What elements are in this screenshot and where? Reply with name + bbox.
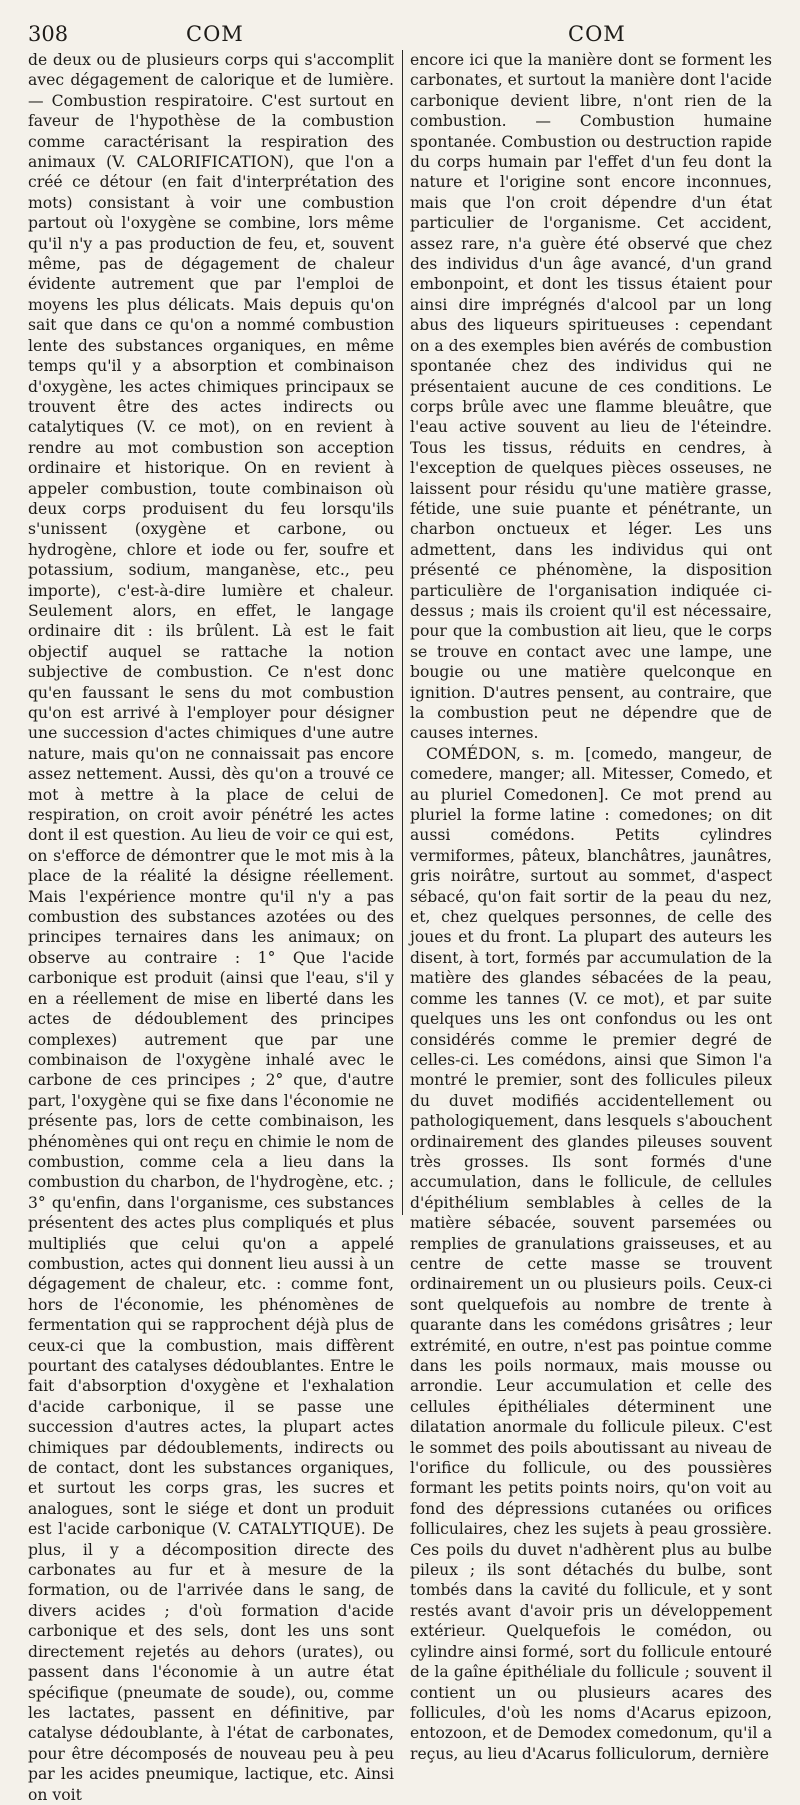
right-column	[410, 50, 772, 1763]
running-head-left: COM	[186, 22, 244, 46]
left-column	[28, 50, 394, 1804]
page-number: 308	[28, 22, 69, 46]
paragraph-combustion-spontanee: encore ici que la manière dont se forment les carbonates, et surtout la manière dont l'acide carbonique devient libre, n'ont rien de la combustion. — Combustion humaine spontanée. Combustion ou destruction rapide du corps humain par l'effet d'un feu dont la nature et l'origine sont encore inconnues, mais que l'on croit dépendre d'un état particulier de l'organisme. Cet accident, assez rare, n'a guère été observé que chez des individus d'un âge avancé, d'un grand embonpoint, et dont les tissus étaient pour ainsi dire imprégnés d'alcool par un long abus des liqueurs spiritueuses : cependant on a des exemples bien avérés de combustion spontanée chez des individus qui ne présentaient aucune de ces conditions. Le corps brûle avec une flamme bleuâtre, que l'eau active souvent au lieu de l'éteindre. Tous les tissus, réduits en cendres, à l'exception de quelques pièces osseuses, ne laissent pour résidu qu'une matière grasse, fétide, une suie puante et pénétrante, un charbon onctueux et léger. Les uns admettent, dans les individus qui ont présenté ce phénomène, la disposition particulière de l'organisation indiquée ci-dessus ; mais ils croient qu'il est nécessaire, pour que la combustion ait lieu, que le corps se trouve en contact avec une lampe, une bougie ou une matière quelconque en ignition. D'autres pensent, au contraire, que la combustion peut ne dépendre que de causes internes.	[410, 51, 772, 743]
paragraph-combustion-respiratoire: de deux ou de plusieurs corps qui s'accomplit avec dégagement de calorique et de lumière. — Combustion respiratoire. C'est surtout en faveur de l'hypothèse de la combustion comme caractérisant la respiration des animaux (V. CALORIFICATION), que l'on a créé ce détour (en fait d'interprétation des mots) consistant à voir une combustion partout où l'oxygène se combine, lors même qu'il n'y a pas production de feu, et, souvent même, pas de dégagement de chaleur évidente autrement que par l'emploi de moyens les plus délicats. Mais depuis qu'on sait que dans ce qu'on a nommé combustion lente des substances organiques, en même temps qu'il y a absorption et combinaison d'oxygène, les actes chimiques principaux se trouvent être des actes indirects ou catalytiques (V. ce mot), on en revient à rendre au mot combustion son acception ordinaire et historique. On en revient à appeler combustion, toute combinaison où deux corps produisent du feu lorsqu'ils s'unissent (oxygène et carbone, ou hydrogène, chlore et iode ou fer, soufre et potassium, sodium, manganèse, etc., peu importe), c'est-à-dire lumière et chaleur. Seulement alors, en effet, le langage ordinaire dit : ils brûlent. Là est le fait objectif auquel se rattache la notion subjective de combustion. Ce n'est donc qu'en faussant le sens du mot combustion qu'on est arrivé à l'employer pour désigner une succession d'actes chimiques d'une autre nature, mais qu'on ne connaissait pas encore assez nettement. Aussi, dès qu'on a trouvé ce mot à mettre à la place de celui de respiration, on croit avoir pénétré les actes dont il est question. Au lieu de voir ce qui est, on s'efforce de démontrer que le mot mis à la place de la réalité la désigne réellement. Mais l'expérience montre qu'il n'y a pas combustion des substances azotées ou des principes ternaires dans les animaux; on observe au contraire : 1° Que l'acide carbonique est produit (ainsi que l'eau, s'il y en a réellement de mise en liberté dans les actes de dédoublement des principes complexes) autrement que par une combinaison de l'oxygène inhalé avec le carbone de ces principes ; 2° que, d'autre part, l'oxygène qui se fixe dans l'économie ne présente pas, lors de cette combinaison, les phénomènes qui ont reçu en chimie le nom de combustion, comme cela a lieu dans la combustion du charbon, de l'hydrogène, etc. ; 3° qu'enfin, dans l'organisme, ces substances présentent des actes plus compliqués et plus multipliés que celui qu'on a appelé combustion, actes qui donnent lieu aussi à un dégagement de chaleur, etc. : comme font, hors de l'économie, les phénomènes de fermentation qui se rapprochent déjà plus de ceux-ci que la combustion, mais diffèrent pourtant des catalyses dédoublantes. Entre le fait d'absorption d'oxygène et l'exhalation d'acide carbonique, il se passe une succession d'autres actes, la plupart actes chimiques par dédoublements, indirects ou de contact, dont les substances organiques, et surtout les corps gras, les sucres et analogues, sont le siége et dont un produit est l'acide carbonique (V. CATALYTIQUE). De plus, il y a décomposition directe des carbonates au fur et à mesure de la formation, ou de l'arrivée dans le sang, de divers acides ; d'où formation d'acide carbonique et des sels, dont les uns sont directement rejetés au dehors (urates), ou passent dans l'économie à un autre état spécifique (pneumate de soude), ou, comme les lactates, passent en définitive, par catalyse dédoublante, à l'état de carbonates, pour être décomposés de nouveau peu à peu par les acides pneumique, lactique, etc. Ainsi on voit	[28, 51, 394, 1804]
page-header	[0, 22, 800, 52]
running-head-right: COM	[568, 22, 626, 46]
entry-comedon: COMÉDON, s. m. [comedo, mangeur, de comedere, manger; all. Mitesser, Comedo, et au pluriel Comedonen]. Ce mot prend au pluriel la forme latine : comedones; on dit aussi comédons. Petits cylindres vermiformes, pâteux, blanchâtres, jaunâtres, gris noirâtre, surtout au sommet, d'aspect sébacé, qu'on fait sortir de la peau du nez, et, chez quelques personnes, de celle des joues et du front. La plupart des auteurs les disent, à tort, formés par accumulation de la matière des glandes sébacées de la peau, comme les tannes (V. ce mot), et par suite quelques uns les ont confondus ou les ont considérés comme le premier degré de celles-ci. Les comédons, ainsi que Simon l'a montré le premier, sont des follicules pileux du duvet modifiés accidentellement ou pathologiquement, dans lesquels s'abouchent ordinairement des glandes pileuses souvent très grosses. Ils sont formés d'une accumulation, dans le follicule, de cellules d'épithélium semblables à celles de la matière sébacée, souvent parsemées ou remplies de granulations graisseuses, et au centre de cette masse se trouvent ordinairement un ou plusieurs poils. Ceux-ci sont quelquefois au nombre de trente à quarante dans les comédons grisâtres ; leur extrémité, en outre, n'est pas pointue comme dans les poils normaux, mais mousse ou arrondie. Leur accumulation et celle des cellules épithéliales déterminent une dilatation anormale du follicule pileux. C'est le sommet des poils aboutissant au niveau de l'orifice du follicule, ou des poussières formant les petits points noirs, qu'on voit au fond des dépressions cutanées ou orifices folliculaires, chez les sujets à peau grossière. Ces poils du duvet n'adhèrent plus au bulbe pileux ; ils sont détachés du bulbe, sont tombés dans la cavité du follicule, et y sont restés avant d'avoir pris un développement extérieur. Quelquefois le comédon, ou cylindre ainsi formé, sort du follicule entouré de la gaîne épithéliale du follicule ; souvent il contient un ou plusieurs acares des follicules, d'où les noms d'Acarus epizoon, entozoon, et de Demodex comedonum, qu'il a reçus, au lieu d'Acarus folliculorum, dernière	[410, 744, 772, 1763]
column-divider	[402, 50, 403, 1215]
